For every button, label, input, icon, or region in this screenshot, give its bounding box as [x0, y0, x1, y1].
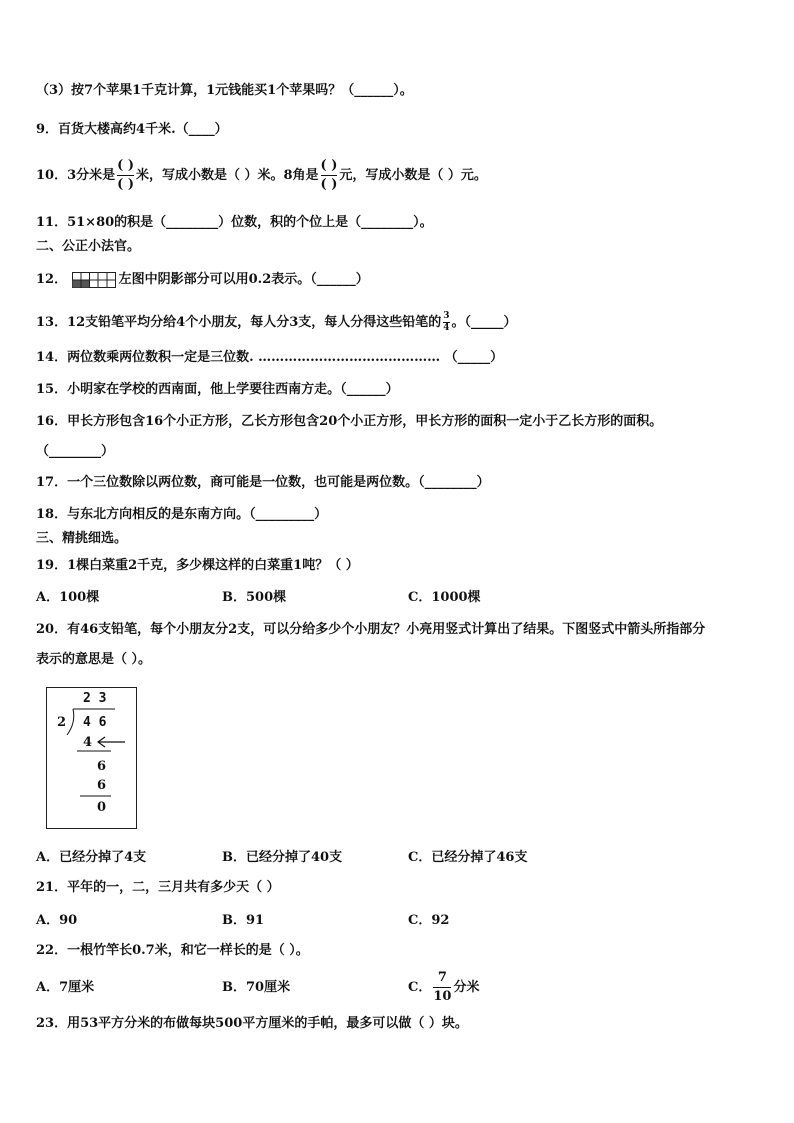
q10-fraction-1: $\frac{( )}{( )}$ — [117, 158, 134, 192]
q19-option-c: C．1000棵 — [408, 590, 481, 605]
divisor: 2 — [57, 715, 67, 730]
q22-option-b: B．70厘米 — [222, 980, 291, 995]
q21-option-c: C．92 — [408, 913, 450, 928]
q20-option-b: B．已经分掉了40支 — [222, 850, 343, 865]
question-16: 16．甲长方形包含16个小正方形，乙长方形包含20个小正方形，甲长方形的面积一定小于乙长方形的面积。 — [36, 414, 663, 429]
question-20-line-1: 20．有46支铅笔，每个小朋友分2支，可以分给多少个小朋友？小亮用竖式计算出了结果。下图竖式中箭头所指部分 — [36, 622, 706, 637]
q10-suffix: 元，写成小数是（ ）元。 — [339, 168, 487, 183]
question-11: 11．51×80的积是（________）位数，积的个位上是（________）。 — [36, 215, 433, 230]
q22-fraction: $\frac{7}{10}$ — [433, 970, 452, 1004]
division-step-2: 6 — [97, 759, 107, 774]
q10-fraction-2: $\frac{( )}{( )}$ — [320, 158, 338, 192]
question-23: 23．用53平方分米的布做每块500平方厘米的手帕，最多可以做（ ）块。 — [36, 1016, 468, 1031]
division-step-3: 6 — [97, 778, 107, 793]
question-20-line-2: 表示的意思是（ ）。 — [36, 652, 152, 667]
section-heading-3: 三、精挑细选。 — [36, 531, 128, 546]
question-13: 13．12支铅笔平均分给4个小朋友，每人分3支，每人分得这些铅笔的 $\frac{3}{4}$ 。（_____） — [36, 311, 517, 333]
question-15: 15．小明家在学校的西南面，他上学要往西南方走。（______） — [36, 382, 399, 397]
q22-option-a: A．7厘米 — [36, 980, 95, 995]
quotient: 2 3 — [83, 691, 107, 706]
q19-option-b: B．500棵 — [222, 590, 287, 605]
q21-option-a: A．90 — [36, 913, 78, 928]
question-16-blank: （________） — [36, 444, 115, 459]
question-22: 22．一根竹竿长0.7米，和它一样长的是（ ）。 — [36, 943, 309, 958]
section-heading-2: 二、公正小法官。 — [36, 239, 141, 254]
division-remainder: 0 — [97, 800, 107, 815]
division-step-1: 4 — [83, 735, 93, 750]
question-21: 21．平年的一，二，三月共有多少天（ ） — [36, 880, 280, 895]
q22-option-c: C． $\frac{7}{10}$ 分米 — [408, 970, 480, 1004]
long-division-figure — [46, 687, 137, 829]
question-prev-3: （3）按7个苹果1千克计算，1元钱能买1个苹果吗？（______）。 — [36, 83, 413, 98]
q10-mid: 米，写成小数是（ ）米。8角是 — [135, 168, 319, 183]
question-14: 14．两位数乘两位数积一定是三位数. …………………………………… （_____） — [36, 350, 504, 365]
q19-option-a: A．100棵 — [36, 590, 100, 605]
q20-option-a: A．已经分掉了4支 — [36, 850, 147, 865]
question-17: 17．一个三位数除以两位数，商可能是一位数，也可能是两位数。（________） — [36, 475, 490, 490]
q10-prefix: 10．3分米是 — [36, 168, 116, 183]
q20-option-c: C．已经分掉了46支 — [408, 850, 528, 865]
long-division-lines — [47, 688, 136, 828]
question-9: 9．百货大楼高约4千米.（____） — [36, 122, 228, 137]
question-19: 19．1棵白菜重2千克，多少棵这样的白菜重1吨？（ ） — [36, 558, 359, 573]
question-12: 12． 左图中阴影部分可以用0.2表示。（______） — [36, 272, 369, 287]
shaded-grid-icon — [72, 272, 116, 288]
q21-option-b: B．91 — [222, 913, 265, 928]
question-10 — [36, 156, 487, 196]
dividend: 4 6 — [83, 715, 107, 730]
q13-fraction: $\frac{3}{4}$ — [443, 311, 450, 333]
question-18: 18．与东北方向相反的是东南方向。（_________） — [36, 507, 328, 522]
